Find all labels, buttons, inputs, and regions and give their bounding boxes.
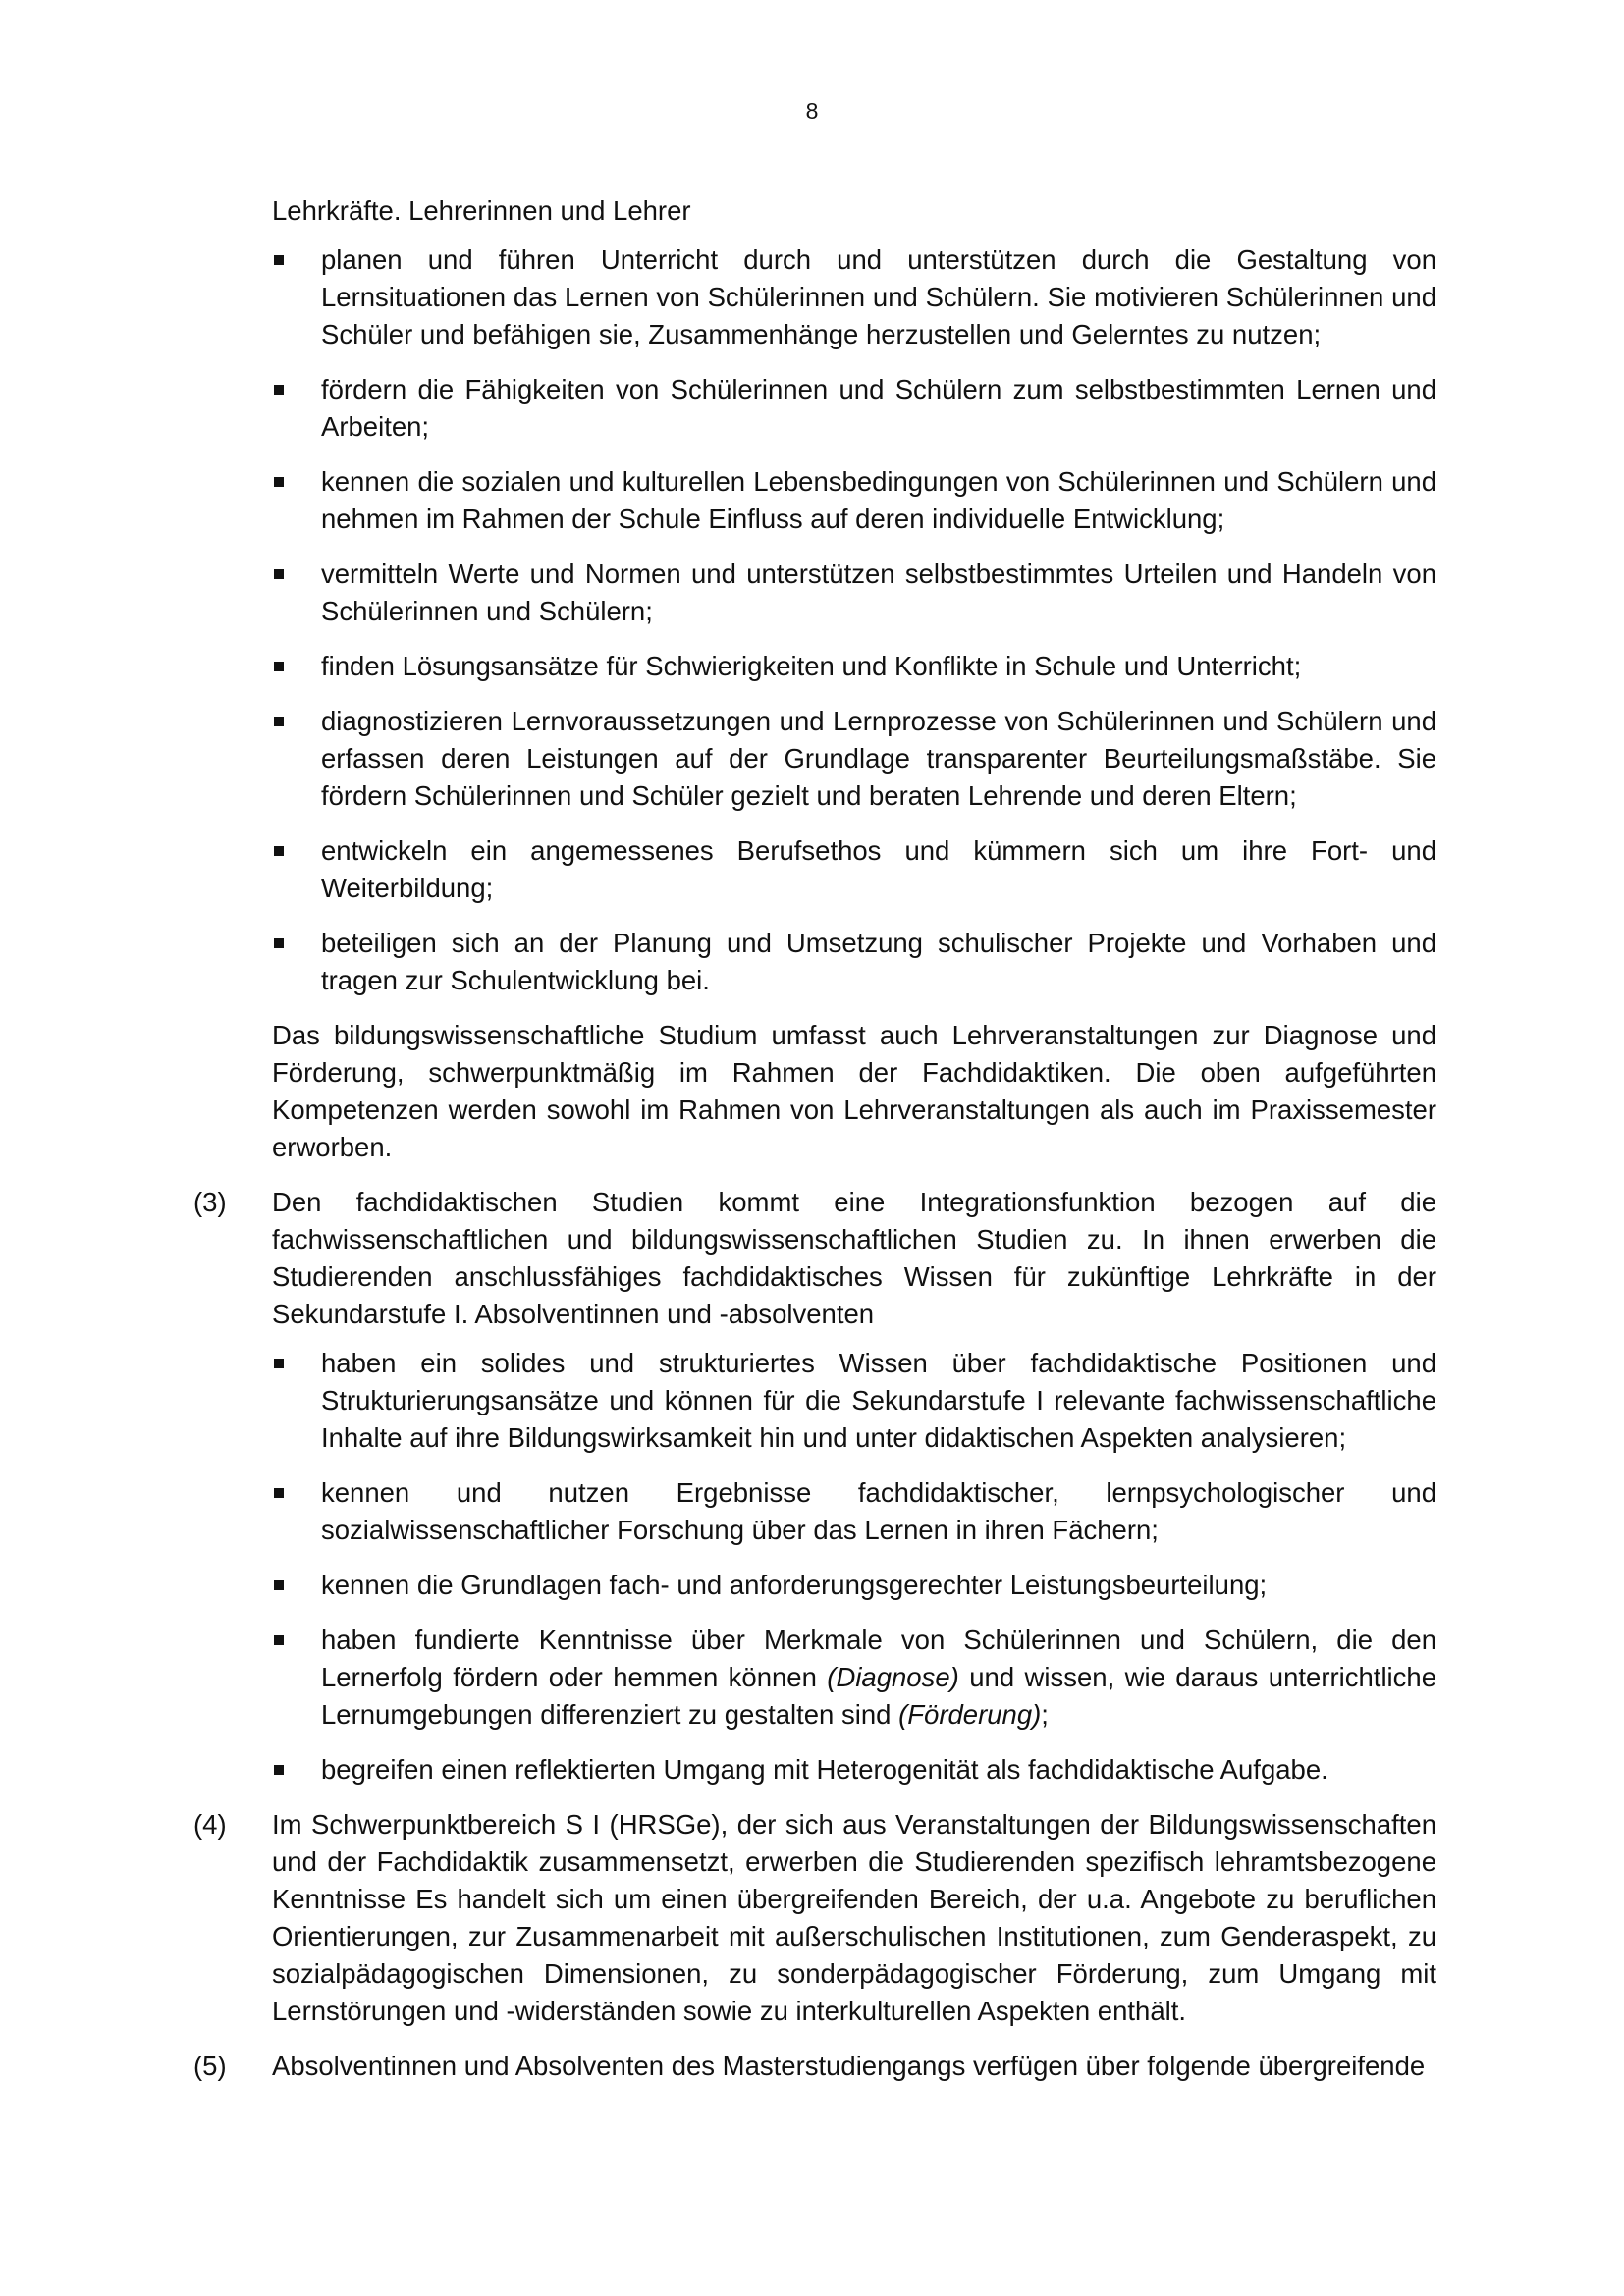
bullet-icon: [274, 1635, 284, 1645]
list-item: diagnostizieren Lernvoraussetzungen und Lernprozesse von Schülerinnen und Schülern und erfassen deren Leistungen auf der Grundlage transparenter Beurteilungsmaßstäbe. Sie fördern Schülerinnen und Schüler gezielt und beraten Lehrende und deren Eltern;: [272, 703, 1436, 815]
section-5-text: Absolventinnen und Absolventen des Masterstudiengangs verfügen über folgende übergreifende: [272, 2051, 1426, 2081]
bullet-icon: [274, 477, 284, 487]
section-3: [193, 1184, 1437, 1789]
italic-term: (Diagnose): [827, 1662, 959, 1692]
document-body: [193, 192, 1437, 2085]
competence-list: [272, 241, 1436, 999]
list-item: fördern die Fähigkeiten von Schülerinnen und Schülern zum selbstbestimmten Lernen und Arbeiten;: [272, 371, 1436, 446]
list-item: planen und führen Unterricht durch und unterstützen durch die Gestaltung von Lernsituationen das Lernen von Schülerinnen und Schülern. Sie motivieren Schülerinnen und Schüler und befähigen sie, Zusammenhänge herzustellen und Gelerntes zu nutzen;: [272, 241, 1436, 353]
bullet-icon: [274, 1359, 284, 1368]
bullet-icon: [274, 662, 284, 671]
bullet-icon: [274, 717, 284, 726]
list-item: haben ein solides und strukturiertes Wissen über fachdidaktische Positionen und Strukturierungsansätze und können für die Sekundarstufe I relevante fachwissenschaftliche Inhalte auf ihre Bildungswirksamkeit hin und unter didaktischen Aspekten analysieren;: [272, 1345, 1436, 1457]
list-item: kennen die Grundlagen fach- und anforderungsgerechter Leistungsbeurteilung;: [272, 1567, 1436, 1604]
list-item: kennen die sozialen und kulturellen Lebensbedingungen von Schülerinnen und Schülern und nehmen im Rahmen der Schule Einfluss auf deren individuelle Entwicklung;: [272, 463, 1436, 538]
section-4-text: Im Schwerpunktbereich S I (HRSGe), der sich aus Veranstaltungen der Bildungswissenschaften und der Fachdidaktik zusammensetzt, erwerben die Studierenden spezifisch lehramtsbezogene Kenntnisse Es handelt sich um einen übergreifenden Bereich, der u.a. Angebote zu beruflichen Orientierungen, zur Zusammenarbeit mit außerschulischen Institutionen, zum Genderaspekt, zu sozialpädagogischen Dimensionen, zu sonderpädagogischer Förderung, zum Umgang mit Lernstörungen und -widerständen sowie zu interkulturellen Aspekten enthält.: [272, 1809, 1436, 2026]
section-5: [193, 2048, 1436, 2085]
section-4: [193, 1806, 1436, 2030]
section-3-text: Den fachdidaktischen Studien kommt eine Integrationsfunktion bezogen auf die fachwissenschaftlichen und bildungswissenschaftlichen Studien zu. In ihnen erwerben die Studierenden anschlussfähiges fachdidaktisches Wissen für zukünftige Lehrkräfte in der Sekundarstufe I. Absolventinnen und -absolventen: [272, 1187, 1436, 1329]
bullet-icon: [274, 255, 284, 265]
bullet-icon: [274, 938, 284, 948]
bullet-icon: [274, 1580, 284, 1590]
bildungswissenschaft-paragraph: Das bildungswissenschaftliche Studium umfasst auch Lehrveranstaltungen zur Diagnose und Förderung, schwerpunktmäßig im Rahmen der Fachdidaktiken. Die oben aufgeführten Kompetenzen werden sowohl im Rahmen von Lehrveranstaltungen als auch im Praxissemester erworben.: [272, 1020, 1436, 1162]
bullet-icon: [274, 385, 284, 395]
list-item: entwickeln ein angemessenes Berufsethos und kümmern sich um ihre Fort- und Weiterbildung;: [272, 832, 1436, 907]
list-item: finden Lösungsansätze für Schwierigkeiten und Konflikte in Schule und Unterricht;: [272, 648, 1436, 685]
list-item: beteiligen sich an der Planung und Umsetzung schulischer Projekte und Vorhaben und tragen zur Schulentwicklung bei.: [272, 925, 1436, 999]
page-number: 8: [805, 98, 819, 124]
list-item: begreifen einen reflektierten Umgang mit Heterogenität als fachdidaktische Aufgabe.: [272, 1751, 1436, 1789]
section-number: (3): [193, 1187, 227, 1217]
bullet-icon: [274, 1488, 284, 1498]
list-item: vermitteln Werte und Normen und unterstützen selbstbestimmtes Urteilen und Handeln von Schülerinnen und Schülern;: [272, 556, 1436, 630]
section-number: (5): [193, 2051, 227, 2081]
intro-paragraph: Lehrkräfte. Lehrerinnen und Lehrer: [272, 195, 691, 226]
bullet-icon: [274, 846, 284, 856]
bullet-icon: [274, 1765, 284, 1775]
bullet-icon: [274, 569, 284, 579]
section-number: (4): [193, 1809, 227, 1840]
italic-term: (Förderung): [898, 1699, 1042, 1730]
list-item: haben fundierte Kenntnisse über Merkmale von Schülerinnen und Schülern, die den Lernerfolg fördern oder hemmen können (Diagnose) und wissen, wie daraus unterrichtliche Lernumgebungen differenziert zu gestalten sind (Förderung);: [272, 1622, 1436, 1734]
list-item: kennen und nutzen Ergebnisse fachdidaktischer, lernpsychologischer und sozialwissenschaftlicher Forschung über das Lernen in ihren Fächern;: [272, 1474, 1436, 1549]
fachdidaktik-list: [272, 1345, 1436, 1789]
